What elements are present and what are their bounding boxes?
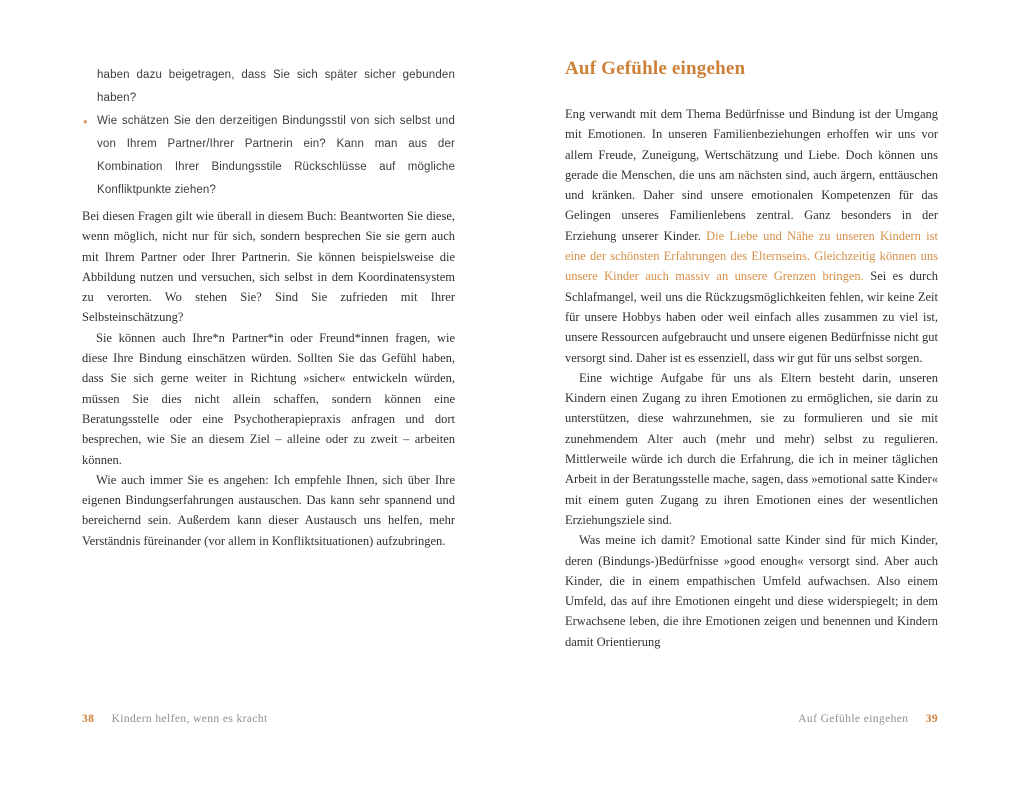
page-number: 39	[925, 713, 938, 725]
chapter-heading: Auf Gefühle eingehen	[565, 58, 746, 79]
body-paragraph: Sie können auch Ihre*n Partner*in oder Freund*innen fragen, wie diese Ihre Bindung einschätzen würden. Sollten Sie das Gefühl haben, dass Sie sich gerne weiter in Richtung »sicher« entwickeln würden, müssen Sie dies nicht allein schaffen, sondern können eine Beratungsstelle oder eine Psychotherapiepraxis anfragen und dort besprechen, wie Sie an diesem Ziel – alleine oder zu zweit – arbeiten können.	[82, 330, 455, 467]
bullet-item-text: haben dazu beigetragen, dass Sie sich später sicher gebunden haben?	[97, 69, 455, 104]
body-paragraph: Wie auch immer Sie es angehen: Ich empfehle Ihnen, sich über Ihre eigenen Bindungserfahrungen austauschen. Das kann sehr spannend und bereichernd sein. Außerdem kann dieser Austausch uns helfen, mehr Verständnis füreinander (vor allem in Konfliktsituationen) aufzubringen.	[82, 472, 455, 548]
left-page	[82, 0, 455, 812]
page-number: 38	[82, 713, 95, 725]
bullet-item-text: Wie schätzen Sie den derzeitigen Bindungsstil von sich selbst und von Ihrem Partner/Ihrer Partnerin ein? Kann man aus der Kombination Ihrer Bindungsstile Rückschlüsse auf mögliche Konfliktpunkte ziehen?	[97, 115, 455, 196]
right-page	[565, 0, 938, 812]
bullet-list	[82, 64, 455, 202]
left-page-footer	[82, 713, 455, 725]
bullet-item	[82, 64, 455, 110]
left-page-body	[82, 206, 455, 551]
running-title: Kindern helfen, wenn es kracht	[111, 713, 268, 725]
body-paragraph: Bei diesen Fragen gilt wie überall in diesem Buch: Beantworten Sie diese, wenn möglich, nicht nur für sich, sondern besprechen Sie sie gern auch mit Ihrem Partner oder Ihrer Partnerin. Sie können beispielsweise die Abbildung nutzen und versuchen, sich selbst in dem Koordinatensystem zu verorten. Wo stehen Sie? Sind Sie zufrieden mit Ihrer Selbsteinschätzung?	[82, 209, 455, 325]
body-paragraph: Eng verwandt mit dem Thema Bedürfnisse und Bindung ist der Umgang mit Emotionen. In unseren Familienbeziehungen erhoffen wir uns vor allem Freude, Zuneigung, Wertschätzung und Liebe. Doch können uns gerade die Menschen, die uns am nächsten sind, auch ärgern, enttäuschen und kränken. Daher sind unsere emotionalen Kompetenzen für das Gelingen unseres Familienlebens zentral. Ganz besonders in der Erziehung unserer Kinder. Die Liebe und Nähe zu unseren Kindern ist eine der schönsten Erfahrungen des Elternseins. Gleichzeitig können uns unsere Kinder auch massiv an unsere Grenzen bringen. Sei es durch Schlafmangel, weil uns die Rückzugsmöglichkeiten fehlen, wir keine Zeit für unsere Hobbys haben oder weil einfach alles zusammen zu viel ist, unsere Ressourcen aufgebraucht und unsere eigenen Bedürfnisse nicht gut versorgt sind. Daher ist es essenziell, dass wir gut für uns selbst sorgen.	[565, 107, 938, 365]
body-paragraph: Eine wichtige Aufgabe für uns als Eltern besteht darin, unseren Kindern einen Zugang zu ihren Emotionen zu ermöglichen, sie darin zu unterstützen, diese wahrzunehmen, sie zu formulieren und sie mit zunehmendem Alter auch (mehr und mehr) selbst zu regulieren. Mittlerweile würde ich durch die Erfahrung, die ich in meiner täglichen Arbeit in der Beratungsstelle mache, sagen, dass »emotional satte Kinder« mit einem guten Zugang zu ihren Emotionen eines der wesentlichen Erziehungsziele sind.	[565, 370, 938, 527]
bullet-icon: •	[83, 114, 88, 129]
right-page-body	[565, 104, 938, 652]
right-page-footer	[565, 713, 938, 725]
bullet-item	[82, 110, 455, 202]
body-paragraph: Was meine ich damit? Emotional satte Kinder sind für mich Kinder, deren (Bindungs-)Bedürfnisse »good enough« versorgt sind. Aber auch Kinder, die in einem empathischen Umfeld aufwachsen. Also einem Umfeld, das auf ihre Emotionen eingeht und diese widerspiegelt; in dem Erwachsene leben, die ihre Emotionen zeigen und benennen und Kindern damit Orientierung	[565, 533, 938, 649]
running-title: Auf Gefühle eingehen	[798, 713, 909, 725]
